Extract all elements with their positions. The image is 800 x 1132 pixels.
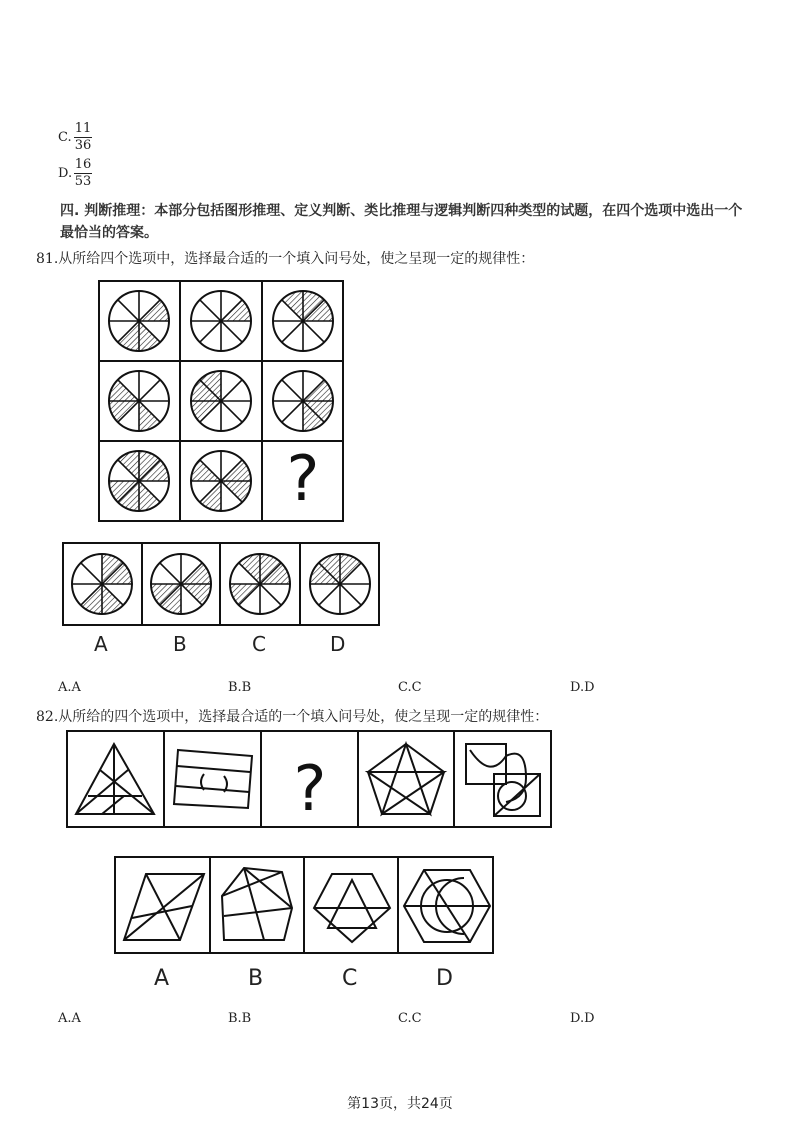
q82-answer-d[interactable]: D.D <box>570 1011 595 1026</box>
option-label-b: B <box>173 632 187 656</box>
question-82-text: 82.从所给的四个选项中，选择最合适的一个填入问号处，使之呈现一定的规律性： <box>36 709 549 725</box>
hatched-sector <box>221 300 251 321</box>
q81-option-labels <box>62 632 380 658</box>
denominator: 53 <box>74 174 92 189</box>
question-81-text: 81.从所给四个选项中，选择最合适的一个填入问号处，使之呈现一定的规律性： <box>36 251 535 267</box>
numerator: 11 <box>74 121 92 136</box>
option-b-figure <box>222 868 292 940</box>
option-label-c: C <box>252 632 266 656</box>
option-label-b: B <box>248 966 264 991</box>
hatched-sector <box>191 401 221 422</box>
hatched-sector <box>221 460 251 481</box>
hatched-sector <box>191 460 221 481</box>
q82-grid <box>66 730 552 830</box>
fraction <box>74 122 92 153</box>
q81-answer-d[interactable]: D.D <box>570 680 595 695</box>
hatched-sector <box>282 291 303 321</box>
hatched-sector <box>340 554 361 584</box>
hatched-sector <box>303 380 333 401</box>
hatched-sector <box>102 584 123 614</box>
hatched-sector <box>109 380 139 401</box>
denominator: 36 <box>74 138 92 153</box>
hatched-sector <box>109 401 139 422</box>
hatched-sector <box>81 584 102 614</box>
option-label-d: D <box>436 966 453 991</box>
figure-triangle <box>76 744 154 814</box>
numerator: 16 <box>74 157 92 172</box>
option-letter: C. <box>58 130 72 145</box>
hatched-sector <box>230 584 260 605</box>
option-d-figure <box>404 870 490 942</box>
hatched-sector <box>221 481 251 502</box>
hatched-sector <box>181 584 211 605</box>
hatched-sector <box>200 481 221 511</box>
q81-answer-a[interactable]: A.A <box>58 680 81 695</box>
q82-answer-c[interactable]: C.C <box>398 1011 422 1026</box>
hatched-sector <box>118 321 139 351</box>
hatched-sector <box>118 451 139 481</box>
option-d-prev <box>58 158 118 194</box>
option-label-d: D <box>330 632 346 656</box>
option-label-a: A <box>154 966 170 991</box>
hatched-sector <box>239 554 260 584</box>
option-a-figure <box>124 874 204 940</box>
q81-answer-b[interactable]: B.B <box>228 680 252 695</box>
q81-answer-c[interactable]: C.C <box>398 680 422 695</box>
q82-options <box>114 856 494 956</box>
q82-answer-b[interactable]: B.B <box>228 1011 252 1026</box>
question-mark: ? <box>293 752 327 825</box>
hatched-sector <box>139 401 160 431</box>
q82-option-labels <box>114 966 494 996</box>
fraction <box>74 158 92 189</box>
hatched-sector <box>139 321 160 351</box>
figure-rectangle <box>174 750 252 808</box>
option-letter: D. <box>58 166 73 181</box>
hatched-sector <box>139 481 160 511</box>
q81-grid <box>98 280 344 522</box>
page-footer: 第13页，共24页 <box>347 1096 453 1112</box>
hatched-sector <box>181 563 211 584</box>
option-c-figure <box>314 874 390 942</box>
option-c-prev <box>58 122 118 158</box>
option-label-c: C <box>342 966 358 991</box>
option-label-a: A <box>94 632 108 656</box>
question-mark: ? <box>286 442 320 515</box>
q81-options <box>62 542 380 628</box>
hatched-sector <box>139 300 169 321</box>
section-title: 四. 判断推理：本部分包括图形推理、定义判断、类比推理与逻辑判断四种类型的试题，在四个选项中选出一个最恰当的答案。 <box>60 203 743 241</box>
figure-squares-curve <box>466 744 540 816</box>
figure-pentagon-star <box>368 744 444 814</box>
q82-answer-a[interactable]: A.A <box>58 1011 81 1026</box>
